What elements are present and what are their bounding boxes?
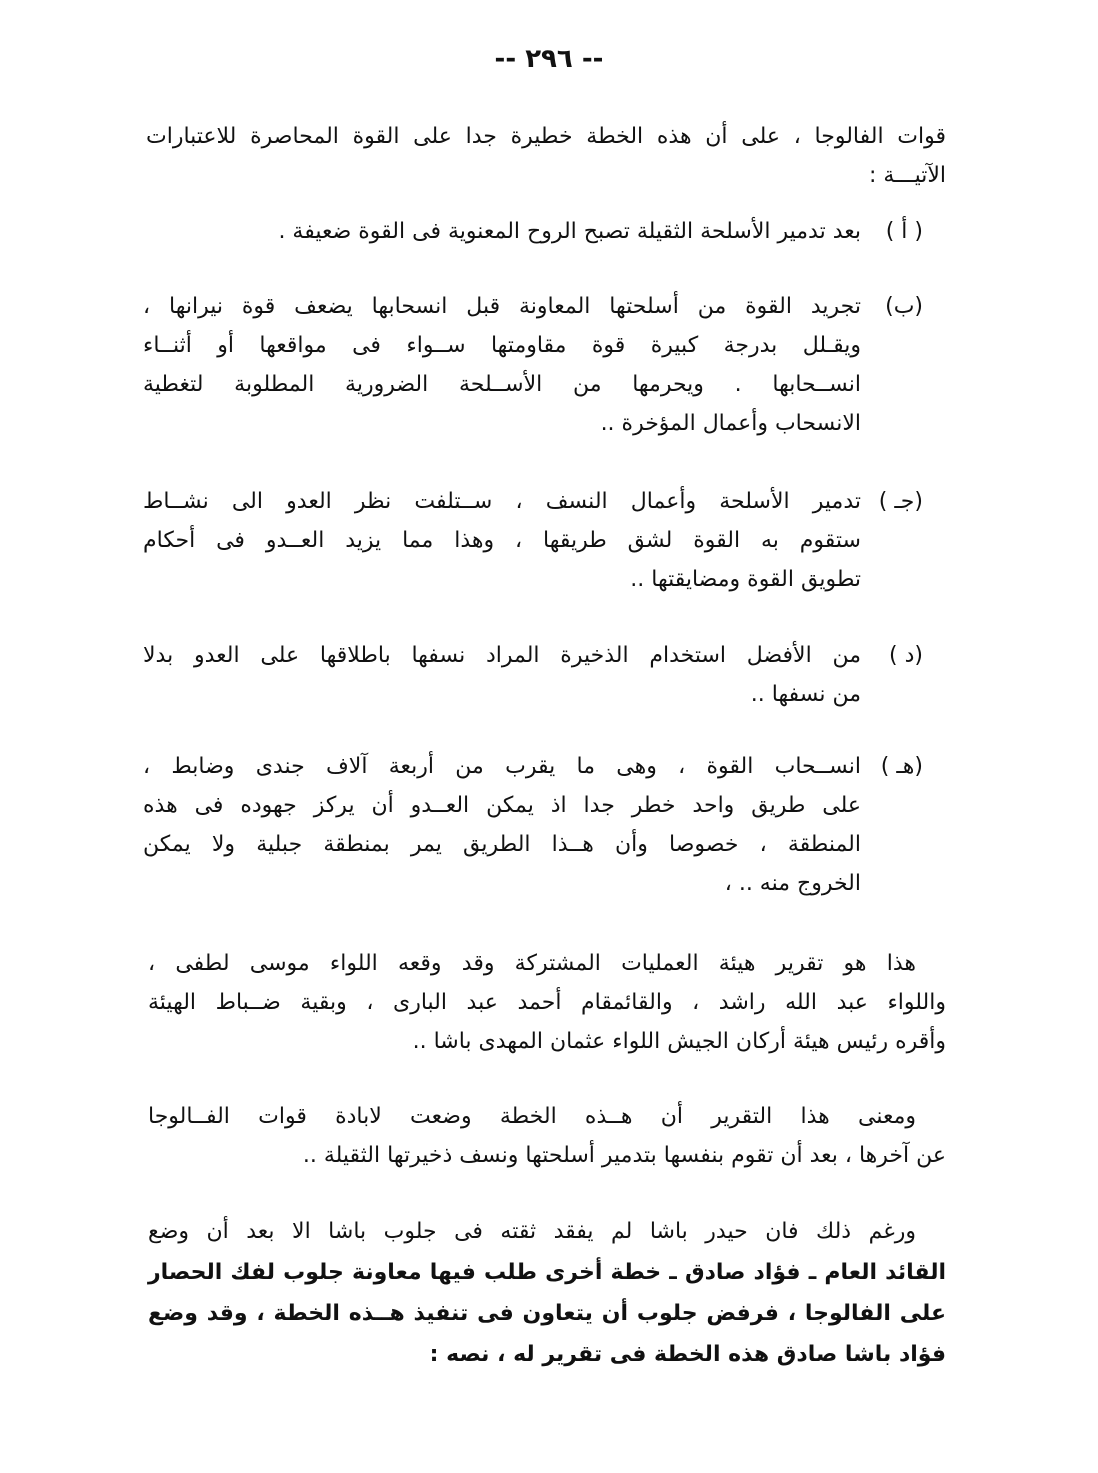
text-line: من نسفها ..	[750, 682, 861, 707]
list-item-b	[143, 287, 923, 443]
text-line: قوات الفالوجا ، على أن هذه الخطة خطيرة جدا على القوة المحاصرة للاعتبارات	[146, 124, 946, 149]
text-line: وأقره رئيس هيئة أركان الجيش اللواء عثمان المهدى باشا ..	[412, 1029, 946, 1054]
list-item-h	[143, 747, 923, 903]
text-line: من الأفضل استخدام الذخيرة المراد نسفها باطلاقها على العدو بدلا	[143, 643, 861, 668]
text-line: ستقوم به القوة لشق طريقها ، وهذا مما يزيد العــدو فى أحكام	[143, 528, 861, 553]
text-line: على طريق واحد خطر جدا اذ يمكن العــدو أن يركز جهوده فى هذه	[143, 793, 861, 818]
item-label: (ب)	[885, 294, 923, 319]
meaning-paragraph	[148, 1097, 946, 1175]
text-line: تجريد القوة من أسلحتها المعاونة قبل انسحابها يضعف قوة نيرانها ،	[143, 294, 861, 319]
list-item-j	[143, 482, 923, 599]
text-line: الخروج منه .. ،	[724, 871, 861, 896]
text-line: المنطقة ، خصوصا وأن هــذا الطريق يمر بمنطقة جبلية ولا يمكن	[143, 832, 861, 857]
item-label: ( أ )	[885, 219, 923, 244]
list-item-d	[143, 636, 923, 714]
text-line: ومعنى هذا التقرير أن هــذه الخطة وضعت لابادة قوات الفــالوجا	[148, 1104, 916, 1129]
text-line: عن آخرها ، بعد أن تقوم بنفسها بتدمير أسلحتها ونسف ذخيرتها الثقيلة ..	[302, 1143, 946, 1168]
item-label: (جـ )	[878, 489, 923, 514]
text-line: واللواء عبد الله راشد ، والقائمقام أحمد عبد البارى ، وبقية ضــباط الهيئة	[148, 990, 946, 1015]
text-line: انســحاب القوة ، وهى ما يقرب من أربعة آلاف جندى وضابط ،	[143, 754, 861, 779]
list-item-a	[143, 212, 923, 251]
text-line: فؤاد باشا صادق هذه الخطة فى تقرير له ، نصه :	[429, 1342, 946, 1367]
text-line: الآتيـــة :	[869, 163, 946, 188]
text-line: الانسحاب وأعمال المؤخرة ..	[600, 411, 861, 436]
item-label: (د )	[889, 643, 923, 668]
intro-paragraph	[146, 117, 946, 195]
text-line: بعد تدمير الأسلحة الثقيلة تصبح الروح المعنوية فى القوة ضعيفة .	[278, 219, 861, 244]
text-line: على الفالوجا ، فرفض جلوب أن يتعاون فى تنفيذ هــذه الخطة ، وقد وضع	[148, 1301, 946, 1326]
text-line: ويقـلل بدرجة كبيرة قوة مقاومتها ســواء فى مواقعها أو أثنــاء	[143, 333, 861, 358]
text-line: هذا هو تقرير هيئة العمليات المشتركة وقد وقعه اللواء موسى لطفى ،	[148, 951, 916, 976]
text-line: القائد العام ـ فؤاد صادق ـ خطة أخرى طلب فيها معاونة جلوب لفك الحصار	[148, 1260, 946, 1285]
final-paragraph	[148, 1211, 946, 1375]
text-line: انســحابها . ويحرمها من الأســلحة الضرورية المطلوبة لتغطية	[143, 372, 861, 397]
report-paragraph	[148, 944, 946, 1061]
text-line: تدمير الأسلحة وأعمال النسف ، ســتلفت نظر العدو الى نشــاط	[143, 489, 861, 514]
text-line: تطويق القوة ومضايقتها ..	[630, 567, 861, 592]
page-number: -- ٢٩٦ --	[494, 44, 604, 74]
item-label: (هـ )	[880, 754, 923, 779]
text-line: ورغم ذلك فان حيدر باشا لم يفقد ثقته فى جلوب باشا الا بعد أن وضع	[148, 1219, 916, 1244]
